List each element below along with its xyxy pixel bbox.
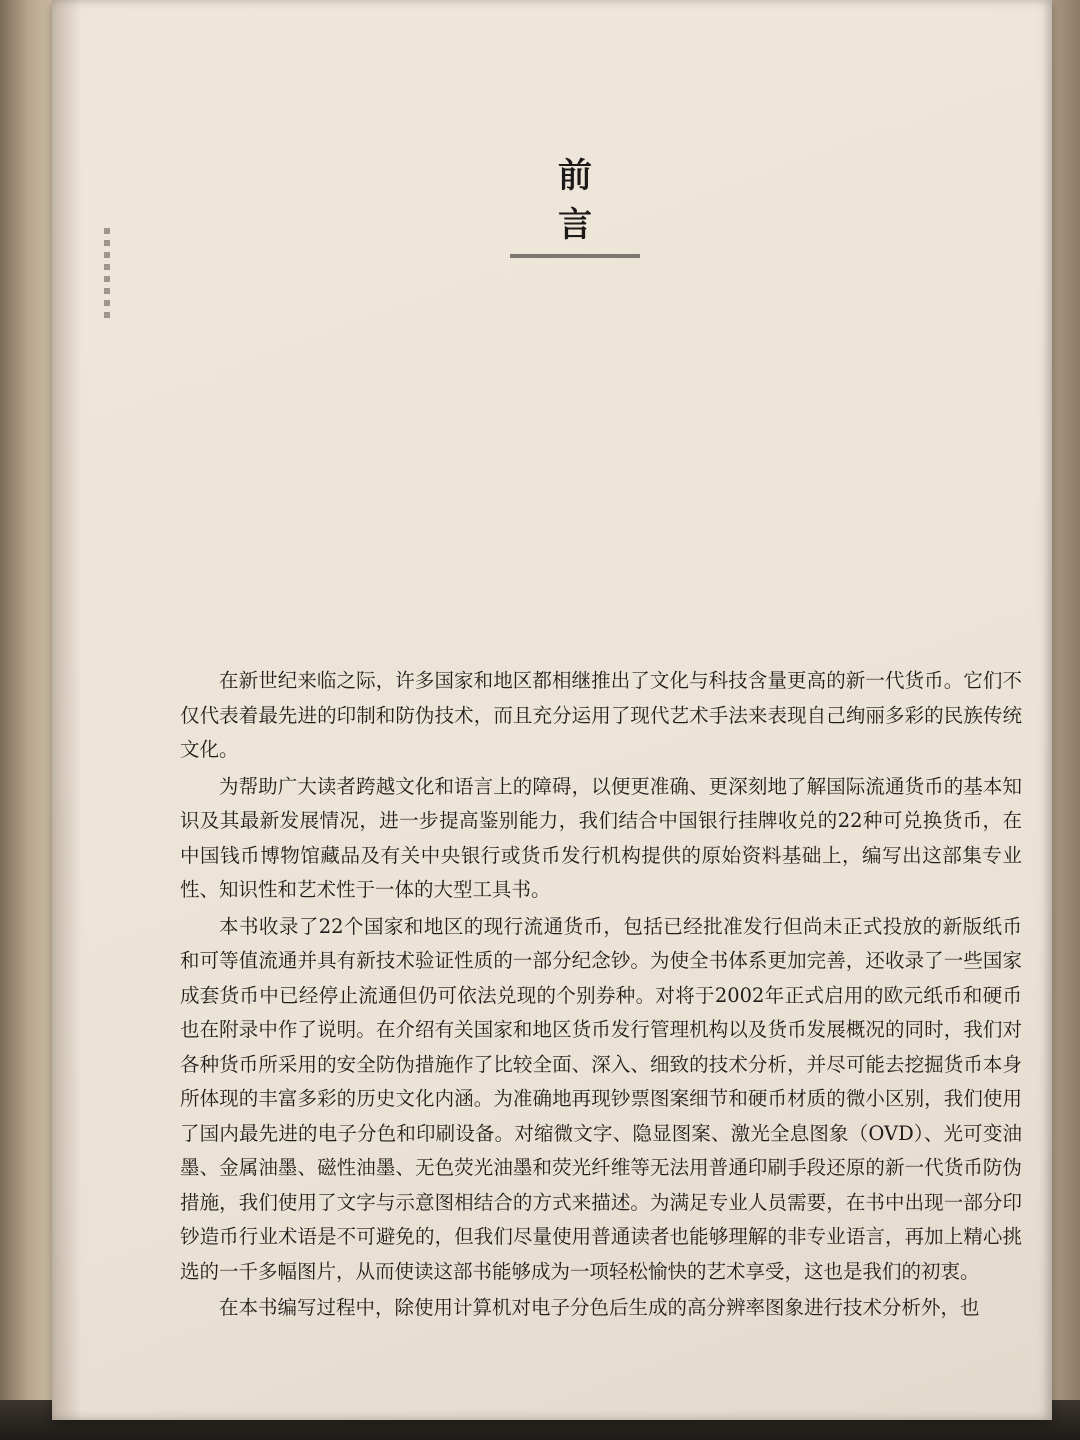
page-title: 前 言 bbox=[558, 156, 702, 245]
title-block bbox=[510, 148, 702, 258]
paragraph-2: 为帮助广大读者跨越文化和语言上的障碍，以便更准确、更深刻地了解国际流通货币的基本知识及其最新发展情况，进一步提高鉴别能力，我们结合中国银行挂牌收兑的22种可兑换货币，在中国钱币博物馆藏品及有关中央银行或货币发行机构提供的原始资料基础上，编写出这部集专业性、知识性和艺术性于一体的大型工具书。 bbox=[180, 774, 1022, 901]
book-page bbox=[52, 0, 1052, 1420]
paragraph-3: 本书收录了22个国家和地区的现行流通货币，包括已经批准发行但尚未正式投放的新版纸币和可等值流通并具有新技术验证性质的一部分纪念钞。为使全书体系更加完善，还收录了一些国家成套货币中已经停止流通但仍可依法兑现的个别券种。对将于2002年正式启用的欧元纸币和硬币也在附录中作了说明。在介绍有关国家和地区货币发行管理机构以及货币发展概况的同时，我们对各种货币所采用的安全防伪措施作了比较全面、深入、细致的技术分析，并尽可能去挖掘货币本身所体现的丰富多彩的历史文化内涵。为准确地再现钞票图案细节和硬币材质的微小区别，我们使用了国内最先进的电子分色和印刷设备。对缩微文字、隐显图案、激光全息图象（OVD）、光可变油墨、金属油墨、磁性油墨、无色荧光油墨和荧光纤维等无法用普通印刷手段还原的新一代货币防伪措施，我们使用了文字与示意图相结合的方式来描述。为满足专业人员需要，在书中出现一部分印钞造币行业术语是不可避免的，但我们尽量使用普通读者也能够理解的非专业语言，再加上精心挑选的一千多幅图片，从而使读这部书能够成为一项轻松愉快的艺术享受，这也是我们的初衷。 bbox=[180, 914, 1022, 1283]
paragraph-4: 在本书编写过程中，除使用计算机对电子分色后生成的高分辨率图象进行技术分析外，也 bbox=[219, 1296, 980, 1319]
body-text bbox=[180, 664, 1022, 1328]
title-underline bbox=[510, 254, 640, 258]
paragraph-1: 在新世纪来临之际，许多国家和地区都相继推出了文化与科技含量更高的新一代货币。它们不仅代表着最先进的印制和防伪技术，而且充分运用了现代艺术手法来表现自己绚丽多彩的民族传统文化。 bbox=[180, 669, 1022, 761]
binding-marks bbox=[104, 228, 110, 318]
page-gutter-shadow bbox=[52, 0, 82, 1420]
